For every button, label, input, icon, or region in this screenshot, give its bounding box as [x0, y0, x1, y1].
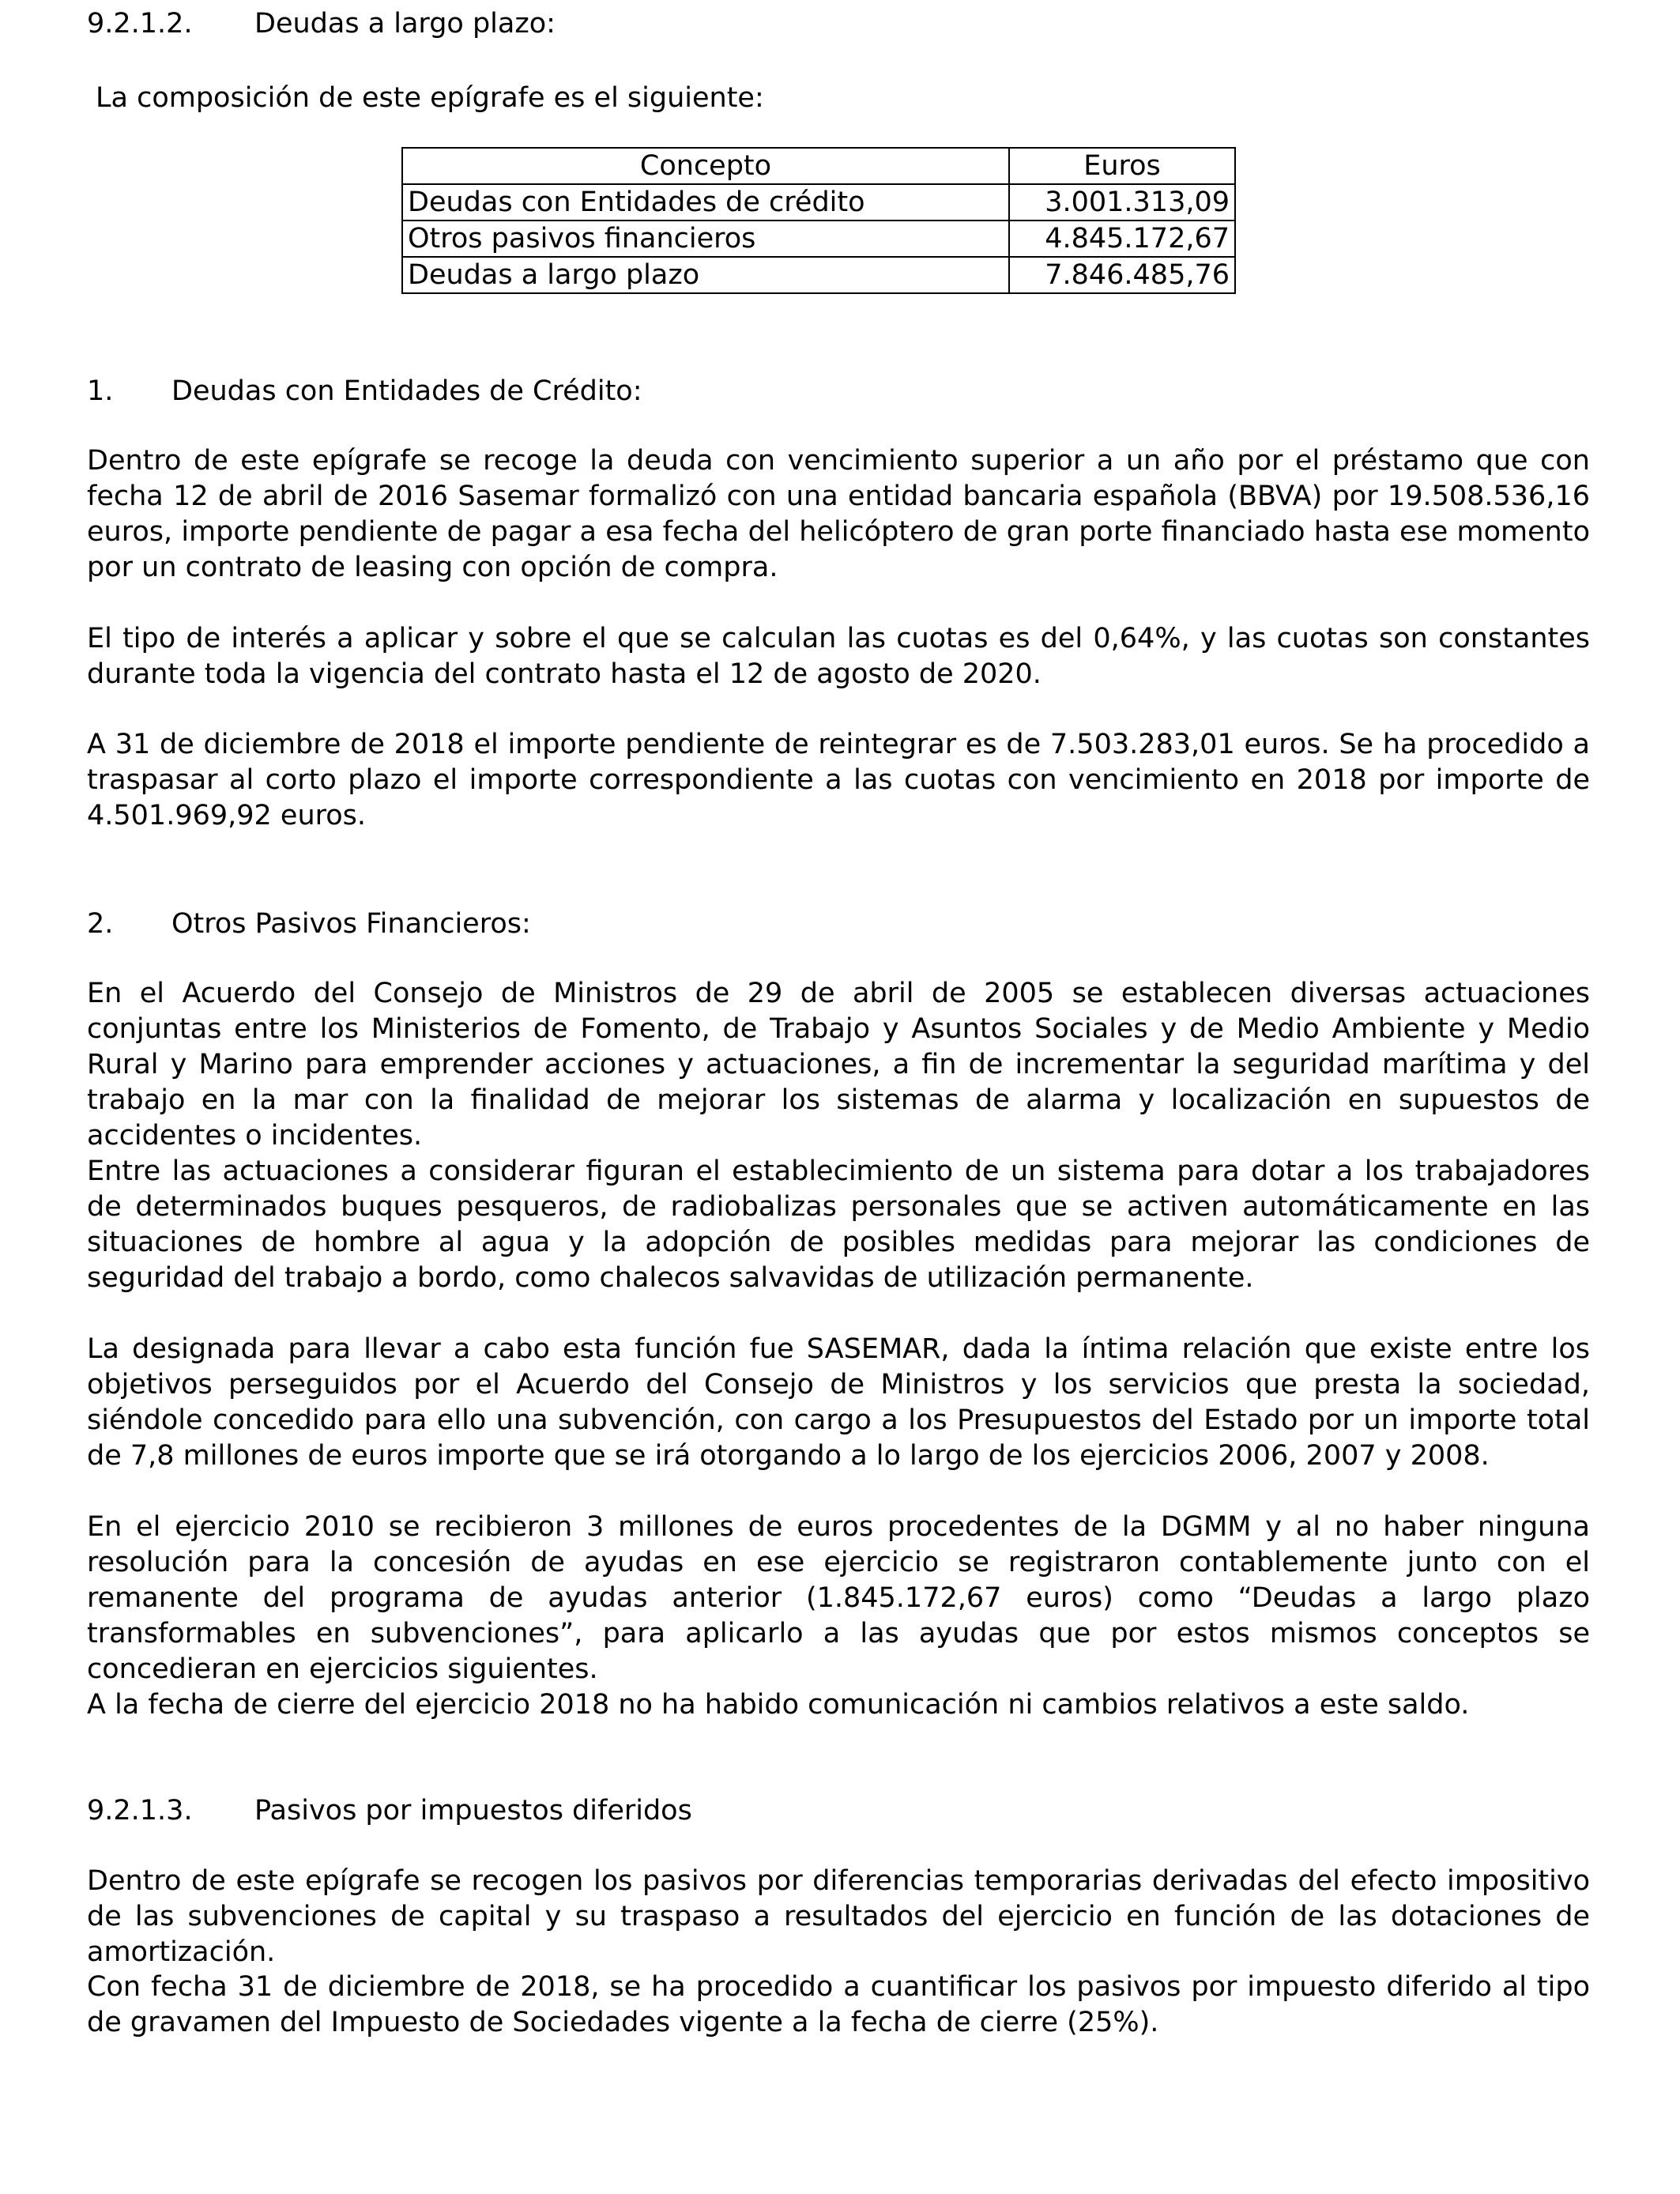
table-row [402, 221, 1235, 257]
table-header-row [402, 148, 1235, 184]
section-number: 9.2.1.3. [87, 1795, 193, 1826]
row-concept: Deudas con Entidades de crédito [402, 184, 1009, 221]
header-euros: Euros [1009, 148, 1235, 184]
section-1-heading [87, 374, 642, 409]
section-2-heading [87, 907, 531, 942]
paragraph: Entre las actuaciones a considerar figuran el establecimiento de un sistema para dotar a los trabajadores de determinados buques pesqueros, de radiobalizas personales que se activen automáticamente en las situaciones de hombre al agua y la adopción de posibles medidas para mejorar las condiciones de seguridad del trabajo a bordo, como chalecos salvavidas de utilización permanente. [87, 1155, 1590, 1294]
row-concept: Otros pasivos financieros [402, 221, 1009, 257]
header-concepto: Concepto [402, 148, 1009, 184]
section-number: 1. [87, 375, 114, 407]
row-amount: 7.846.485,76 [1009, 257, 1235, 293]
paragraph: La designada para llevar a cabo esta función fue SASEMAR, dada la íntima relación que existe entre los objetivos perseguidos por el Acuerdo del Consejo de Ministros y los servicios que presta la sociedad, siéndole concedido para ello una subvención, con cargo a los Presupuestos del Estado por un importe total de 7,8 millones de euros importe que se irá otorgando a lo largo de los ejercicios 2006, 2007 y 2008. [87, 1333, 1590, 1472]
section-title: Deudas con Entidades de Crédito: [171, 375, 642, 407]
composition-table [401, 147, 1236, 294]
paragraph: Dentro de este epígrafe se recogen los pasivos por diferencias temporarias derivadas del efecto impositivo de las subvenciones de capital y su traspaso a resultados del ejercicio en función de las dotaciones de amortización. [87, 1865, 1590, 1968]
table-row [402, 184, 1235, 221]
paragraph: A 31 de diciembre de 2018 el importe pendiente de reintegrar es de 7.503.283,01 euros. Se ha procedido a traspasar al corto plazo el importe correspondiente a las cuotas con vencimiento en 2018 por importe de 4.501.969,92 euros. [87, 729, 1590, 831]
paragraph: Dentro de este epígrafe se recoge la deuda con vencimiento superior a un año por el préstamo que con fecha 12 de abril de 2016 Sasemar formalizó con una entidad bancaria española (BBVA) por 19.508.536,16 euros, importe pendiente de pagar a esa fecha del helicóptero de gran porte financiado hasta ese momento por un contrato de leasing con opción de compra. [87, 445, 1590, 583]
section-9-2-1-2-heading [87, 6, 556, 42]
section-number: 9.2.1.2. [87, 8, 193, 40]
row-amount: 4.845.172,67 [1009, 221, 1235, 257]
section-9-2-1-3-heading [87, 1793, 692, 1829]
paragraph: En el Acuerdo del Consejo de Ministros de 29 de abril de 2005 se establecen diversas actuaciones conjuntas entre los Ministerios de Fomento, de Trabajo y Asuntos Sociales y de Medio Ambiente y Medio Rural y Marino para emprender acciones y actuaciones, a fin de incrementar la seguridad marítima y del trabajo en la mar con la finalidad de mejorar los sistemas de alarma y localización en supuestos de accidentes o incidentes. [87, 978, 1590, 1152]
paragraph: En el ejercicio 2010 se recibieron 3 millones de euros procedentes de la DGMM y al no haber ninguna resolución para la concesión de ayudas en ese ejercicio se registraron contablemente junto con el remanente del programa de ayudas anterior (1.845.172,67 euros) como “Deudas a largo plazo transformables en subvenciones”, para aplicarlo a las ayudas que por estos mismos conceptos se concedieran en ejercicios siguientes. [87, 1511, 1590, 1685]
paragraph: A la fecha de cierre del ejercicio 2018 no ha habido comunicación ni cambios relativos a este saldo. [87, 1689, 1470, 1721]
row-amount: 3.001.313,09 [1009, 184, 1235, 221]
section-number: 2. [87, 908, 114, 940]
section-title: Otros Pasivos Financieros: [171, 908, 531, 940]
intro-text: La composición de este epígrafe es el siguiente: [96, 82, 764, 114]
table-row [402, 257, 1235, 293]
section-title: Deudas a largo plazo: [254, 8, 556, 40]
section-title: Pasivos por impuestos diferidos [254, 1795, 692, 1826]
row-concept: Deudas a largo plazo [402, 257, 1009, 293]
paragraph: Con fecha 31 de diciembre de 2018, se ha procedido a cuantificar los pasivos por impuesto diferido al tipo de gravamen del Impuesto de Sociedades vigente a la fecha de cierre (25%). [87, 1971, 1590, 2038]
paragraph: El tipo de interés a aplicar y sobre el que se calculan las cuotas es del 0,64%, y las cuotas son constantes durante toda la vigencia del contrato hasta el 12 de agosto de 2020. [87, 623, 1590, 690]
